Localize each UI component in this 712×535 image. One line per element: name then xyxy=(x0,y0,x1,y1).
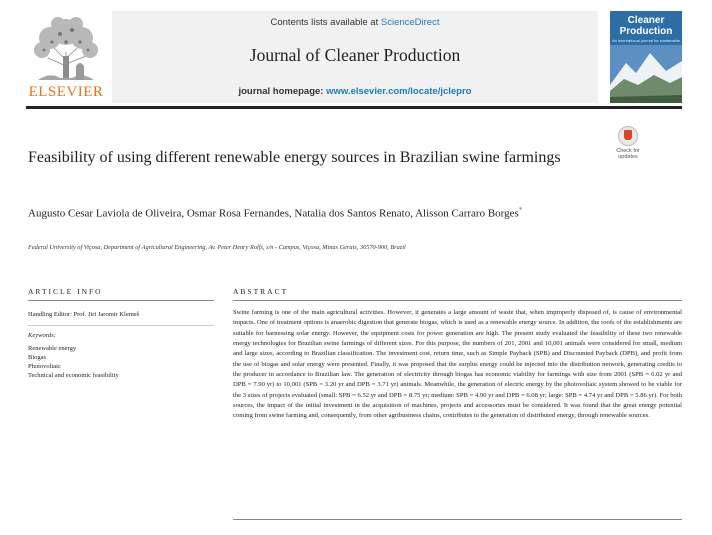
author-separator: , xyxy=(288,207,295,220)
homepage-prefix: journal homepage: xyxy=(238,86,327,97)
abstract-heading: ABSTRACT xyxy=(233,287,289,296)
keyword-list xyxy=(28,344,218,380)
contents-prefix: Contents lists available at xyxy=(270,17,381,28)
author-separator: , xyxy=(410,207,416,220)
author-name[interactable]: Alisson Carraro Borges xyxy=(415,207,519,220)
keyword-item: Photovoltaic xyxy=(28,363,61,370)
corresponding-author-mark[interactable]: * xyxy=(518,206,523,214)
keyword-item: Renewable energy xyxy=(28,345,77,352)
check-for-updates-button[interactable] xyxy=(606,126,648,162)
author-name[interactable]: Augusto Cesar Laviola de Oliveira xyxy=(28,207,182,220)
publisher-name: ELSEVIER xyxy=(28,84,104,100)
elsevier-logo[interactable] xyxy=(26,16,106,102)
author-name[interactable]: Osmar Rosa Fernandes xyxy=(186,207,289,220)
journal-homepage-link[interactable]: www.elsevier.com/locate/jclepro xyxy=(326,86,472,97)
sciencedirect-link[interactable]: ScienceDirect xyxy=(380,17,440,28)
keywords-divider xyxy=(28,325,214,326)
affiliation: Federal University of Viçosa, Department of Agricultural Engineering, Av. Peter Henry Rolfs, s/n - Campus, Viçosa, Minas Gerais, 36570-900, Brazil xyxy=(28,244,406,251)
elsevier-tree-icon xyxy=(30,16,102,82)
author-list xyxy=(28,202,588,223)
check-updates-label: Check for updates xyxy=(616,148,640,160)
contents-line xyxy=(112,17,598,28)
author-name[interactable]: Natalia dos Santos Renato xyxy=(294,207,411,220)
journal-title: Journal of Cleaner Production xyxy=(249,45,461,65)
cover-title: Cleaner Production xyxy=(619,15,673,37)
journal-header xyxy=(112,11,598,103)
abstract-bottom-divider xyxy=(233,519,682,520)
handling-editor: Handling Editor: Prof. Jiri Jaromir Klemeš xyxy=(28,311,140,318)
keyword-item: Biogas xyxy=(28,354,47,361)
header-divider xyxy=(26,106,682,109)
abstract-text: Swine farming is one of the main agricultural activities. However, it generates a large amount of waste that, when improperly disposed of, is cause of environmental impacts. One of treatment options is anaerobic digestion that generate biogas, which is used as a renewable energy source. In addition, the roofs of the establishments are suitable for harnessing solar energy. However, the equipment costs for power generation are high. The present study evaluated the feasibility of these two renewable energy technologies for Brazilian swine farmings of different sizes. For this purpose, the numbers of 201, 2001 and 10,001 animals were considered for small, medium and large sizes, according to Brazilian classification. The investment cost, return time, such as Simple Payback (SPB) and Discounted Payback (DPB), and profit from the use of biogas and solar energy were presented. Finally, it was proposed that the surplus energy could be injected into the distribution network, generating credits to the producer in accordance to Brazilian law. The generation of electricity through biogas has economic viability for farmings with size from 2001 (SPB = 6.02 yr and DPB = 7.90 yr) to 10,001 (SPB = 3.20 yr and DPB = 3.71 yr) animals. Meanwhile, the generation of electric energy by the photovoltaic system showed to be viable for the 3 sizes of projects evaluated (small: SPB = 6.52 yr and DPB = 8.75 yr; medium: SPB = 4.90 yr and DPB = 6.08 yr; large: SPB = 4.74 yr and DPB = 5.86 yr). For both sources, the impact of the initial investment in the acquisition of machines, projects and accessories must be considered. It was found that the great energy potential coming from swine farming and, consequently, from other agribusiness chains, contributes to the generation of distributed energy, through renewable sources. xyxy=(233,309,682,420)
keywords-label: Keywords: xyxy=(28,332,56,339)
journal-cover[interactable] xyxy=(610,11,682,103)
keyword-item: Technical and economic feasibility xyxy=(28,372,119,379)
cover-subtitle: An international journal for sustainable xyxy=(611,38,681,43)
check-updates-icon xyxy=(618,126,638,146)
cover-mountain-icon xyxy=(610,45,682,103)
author-separator: , xyxy=(181,207,187,220)
homepage-line xyxy=(112,86,598,97)
article-info-heading: ARTICLE INFO xyxy=(28,287,103,296)
article-info-divider xyxy=(28,300,214,301)
article-title: Feasibility of using different renewable energy sources in Brazilian swine farmings xyxy=(28,149,561,166)
abstract-divider xyxy=(233,300,682,301)
